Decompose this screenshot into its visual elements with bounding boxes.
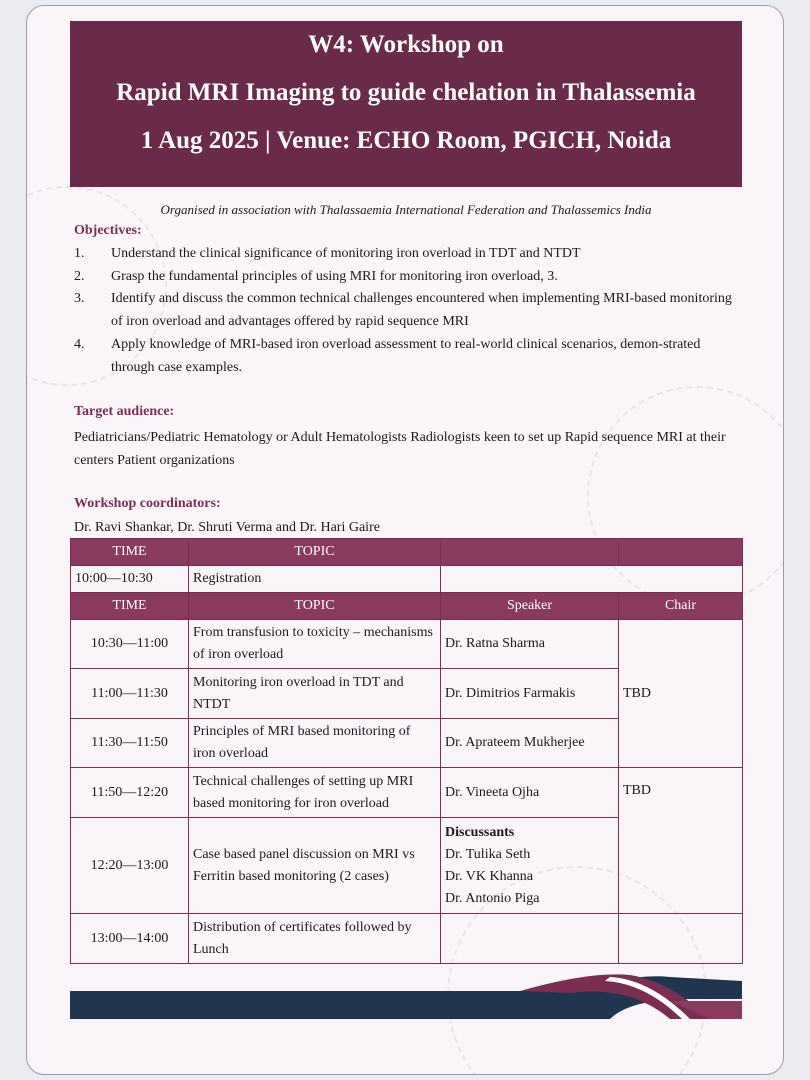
banner-date-venue: 1 Aug 2025 | Venue: ECHO Room, PGICH, Noida [140, 127, 672, 154]
table-header-row [71, 539, 743, 566]
objective-text: Understand the clinical significance of monitoring iron overload in TDT and NTDT [111, 246, 581, 261]
table-row [71, 914, 743, 964]
cell-time: 10:30—11:00 [71, 620, 189, 669]
cell-time: 11:00—11:30 [71, 669, 189, 719]
cell-time: 11:30—11:50 [71, 719, 189, 768]
objective-text: Identify and discuss the common technical challenges encountered when implementing MRI-based monitoring of iron overload and advantages offered by rapid sequence MRI [111, 291, 732, 330]
cell-time: 10:00—10:30 [71, 566, 189, 593]
cell-topic: Technical challenges of setting up MRI based monitoring for iron overload [189, 768, 441, 818]
schedule-table [70, 538, 743, 964]
objective-number: 3. [74, 291, 85, 307]
audience-text: Pediatricians/Pediatric Hematology or Adult Hematologists Radiologists keen to set up Rapid sequence MRI at their centers Patient organizations [74, 430, 726, 468]
cell-topic: Monitoring iron overload in TDT and NTDT [189, 669, 441, 719]
flyer-page [26, 5, 784, 1075]
objective-number: 2. [74, 268, 85, 284]
header-topic: TOPIC [189, 539, 441, 566]
header-time: TIME [71, 539, 189, 566]
audience-heading: Target audience: [74, 404, 175, 419]
cell-speaker: Dr. Dimitrios Farmakis [441, 669, 619, 719]
cell-speaker: Dr. Vineeta Ojha [441, 768, 619, 818]
objective-text: Grasp the fundamental principles of using MRI for monitoring iron overload, 3. [111, 268, 558, 284]
table-row [71, 620, 743, 669]
header-empty [619, 539, 743, 566]
objective-number: 1. [74, 246, 85, 261]
cell-topic: Case based panel discussion on MRI vs Ferritin based monitoring (2 cases) [189, 818, 441, 914]
objectives-list [74, 243, 734, 379]
discussants-label: Discussants [445, 825, 515, 840]
objective-item [74, 266, 734, 289]
objective-item [74, 288, 734, 333]
cell-topic: Principles of MRI based monitoring of iron overload [189, 719, 441, 768]
cell-time: 12:20—13:00 [71, 818, 189, 914]
cell-topic: Distribution of certificates followed by Lunch [189, 914, 441, 964]
table-header-row [71, 593, 743, 620]
cell-empty [441, 566, 619, 593]
cell-speaker [441, 914, 619, 964]
cell-time: 11:50—12:20 [71, 768, 189, 818]
title-banner [70, 21, 742, 187]
banner-subtitle: Rapid MRI Imaging to guide chelation in Thalassemia [116, 79, 696, 106]
table-row [71, 566, 743, 593]
footer-wave-graphic [70, 971, 742, 1031]
header-speaker: Speaker [441, 593, 619, 620]
cell-speaker: Dr. Aprateem Mukherjee [441, 719, 619, 768]
table-row [71, 768, 743, 818]
header-topic: TOPIC [189, 593, 441, 620]
cell-discussants [441, 818, 619, 914]
banner-title: W4: Workshop on [308, 31, 504, 58]
cell-time: 13:00—14:00 [71, 914, 189, 964]
discussant-name: Dr. VK Khanna [445, 869, 534, 884]
cell-chair: TBD [619, 620, 743, 768]
objective-text: Apply knowledge of MRI-based iron overload assessment to real-world clinical scenarios, demon-strated through case examples. [111, 336, 701, 375]
cell-speaker: Dr. Ratna Sharma [441, 620, 619, 669]
cell-empty [619, 914, 743, 964]
header-empty [441, 539, 619, 566]
coordinators-heading: Workshop coordinators: [74, 496, 221, 511]
discussant-name: Dr. Antonio Piga [445, 891, 540, 906]
cell-empty [619, 566, 743, 593]
header-time: TIME [71, 593, 189, 620]
header-chair: Chair [619, 593, 743, 620]
objective-number: 4. [74, 336, 85, 352]
coordinators-text: Dr. Ravi Shankar, Dr. Shruti Verma and Dr. Hari Gaire [74, 520, 380, 535]
cell-chair: TBD [619, 768, 743, 914]
cell-topic: Registration [189, 566, 441, 593]
cell-topic: From transfusion to toxicity – mechanisms of iron overload [189, 620, 441, 669]
organised-note: Organised in association with Thalassaemia International Federation and Thalassemics India [160, 202, 652, 217]
objective-item [74, 243, 734, 266]
objective-item [74, 334, 734, 379]
objectives-heading: Objectives: [74, 223, 142, 238]
discussant-name: Dr. Tulika Seth [445, 847, 531, 862]
